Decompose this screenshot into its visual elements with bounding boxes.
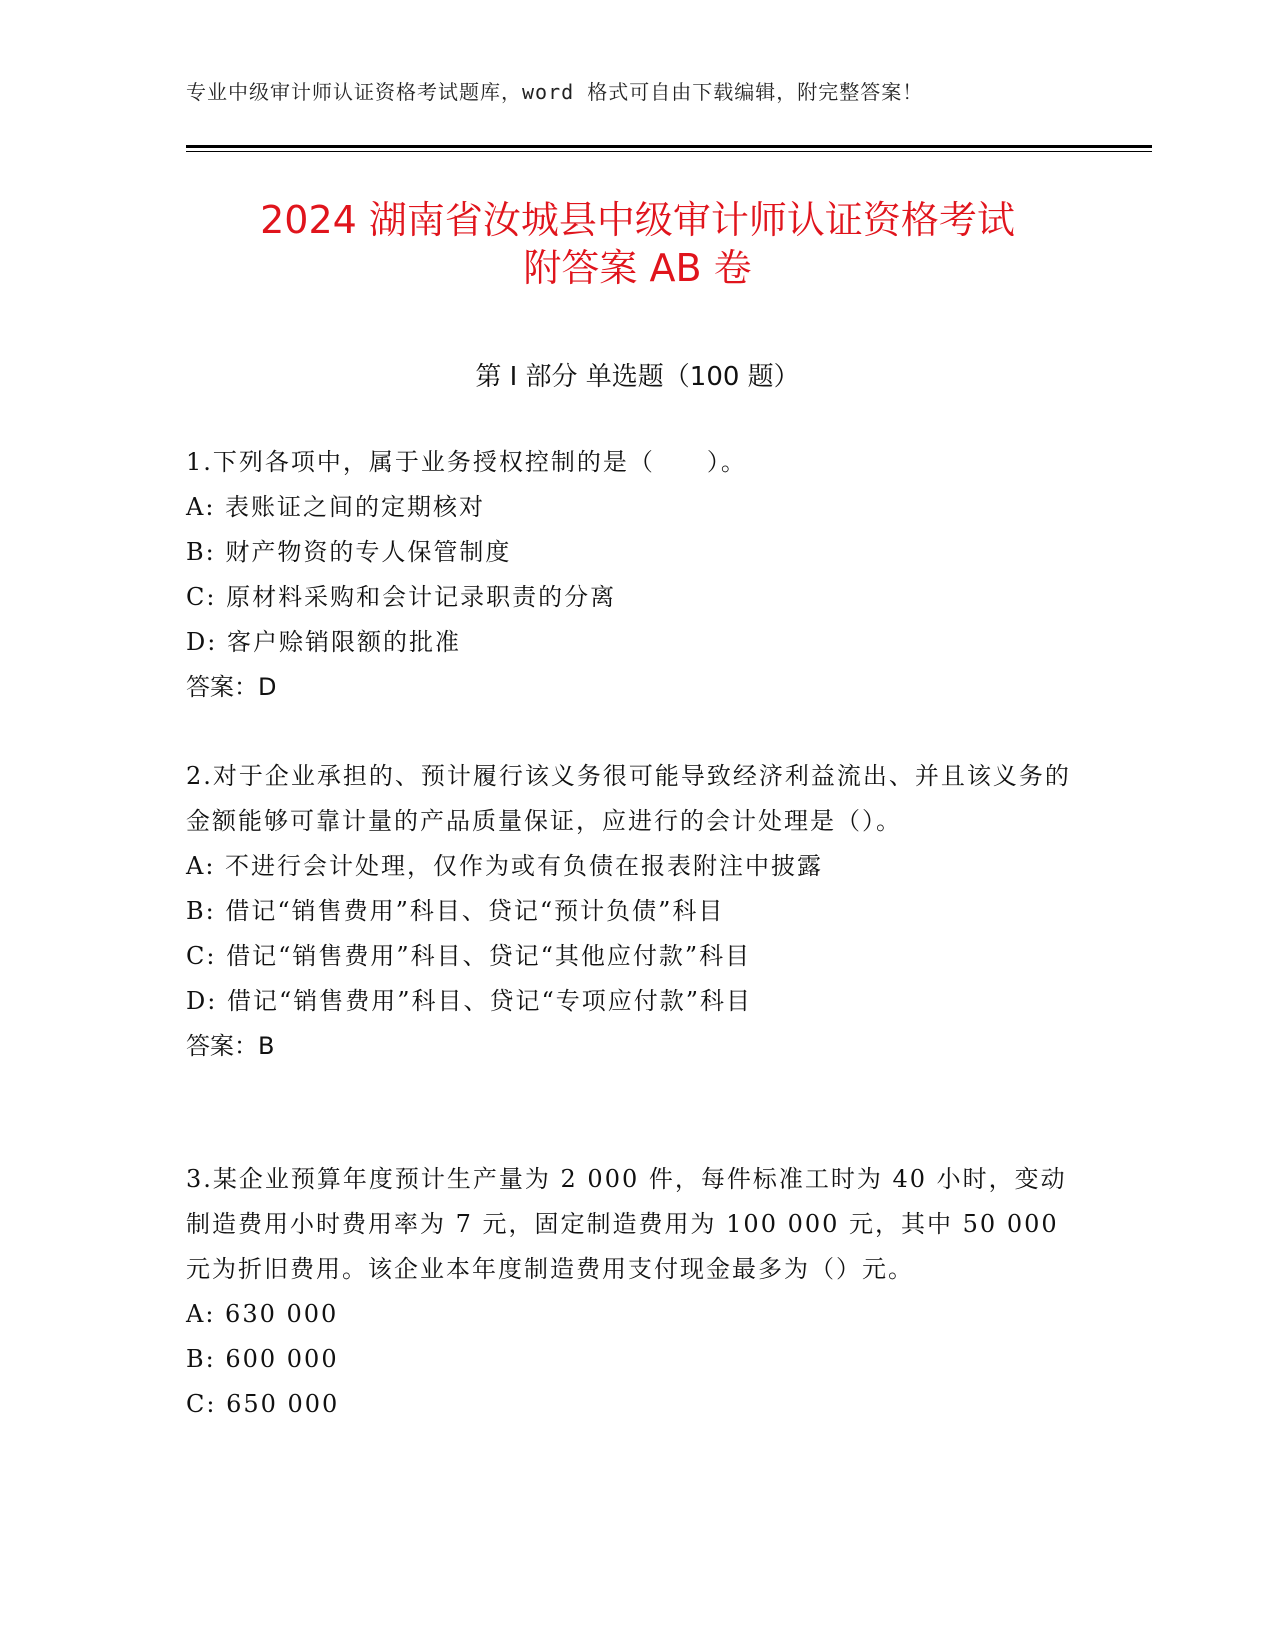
title-line-2: 附答案 AB 卷 [523,246,752,290]
option-d: D: 客户赊销限额的批准 [186,628,461,656]
header-rule-thin [186,151,1152,152]
question-3 [186,1157,1076,1427]
section-title: 第 I 部分 单选题（100 题） [475,362,800,392]
question-2 [186,754,1076,1069]
title-line-1: 2024 湖南省汝城县中级审计师认证资格考试 [260,198,1015,242]
header-rule-thick [186,145,1152,148]
option-d: D: 借记“销售费用”科目、贷记“专项应付款”科目 [186,987,753,1015]
option-a: A: 630 000 [186,1300,339,1328]
question-stem: 2.对于企业承担的、预计履行该义务很可能导致经济利益流出、并且该义务的金额能够可靠计量的产品质量保证，应进行的会计处理是（）。 [186,762,1071,835]
option-c: C: 650 000 [186,1390,340,1418]
option-b: B: 财产物资的专人保管制度 [186,538,512,566]
option-a: A: 表账证之间的定期核对 [186,493,486,521]
option-c: C: 借记“销售费用”科目、贷记“其他应付款”科目 [186,942,752,970]
option-c: C: 原材料采购和会计记录职责的分离 [186,583,617,611]
answer: 答案：D [186,673,277,701]
option-a: A: 不进行会计处理，仅作为或有负债在报表附注中披露 [186,852,824,880]
question-stem: 1.下列各项中，属于业务授权控制的是（ ）。 [186,448,747,476]
document-title [100,196,1175,292]
header-note: 专业中级审计师认证资格考试题库，word 格式可自由下载编辑，附完整答案！ [186,80,924,104]
question-1 [186,440,1076,710]
answer: 答案：B [186,1032,275,1060]
option-b: B: 600 000 [186,1345,339,1373]
question-stem: 3.某企业预算年度预计生产量为 2 000 件，每件标准工时为 40 小时，变动制造费用小时费用率为 7 元，固定制造费用为 100 000 元，其中 50 000 元为折旧费用。该企业本年度制造费用支付现金最多为（）元。 [186,1165,1067,1283]
option-b: B: 借记“销售费用”科目、贷记“预计负债”科目 [186,897,725,925]
